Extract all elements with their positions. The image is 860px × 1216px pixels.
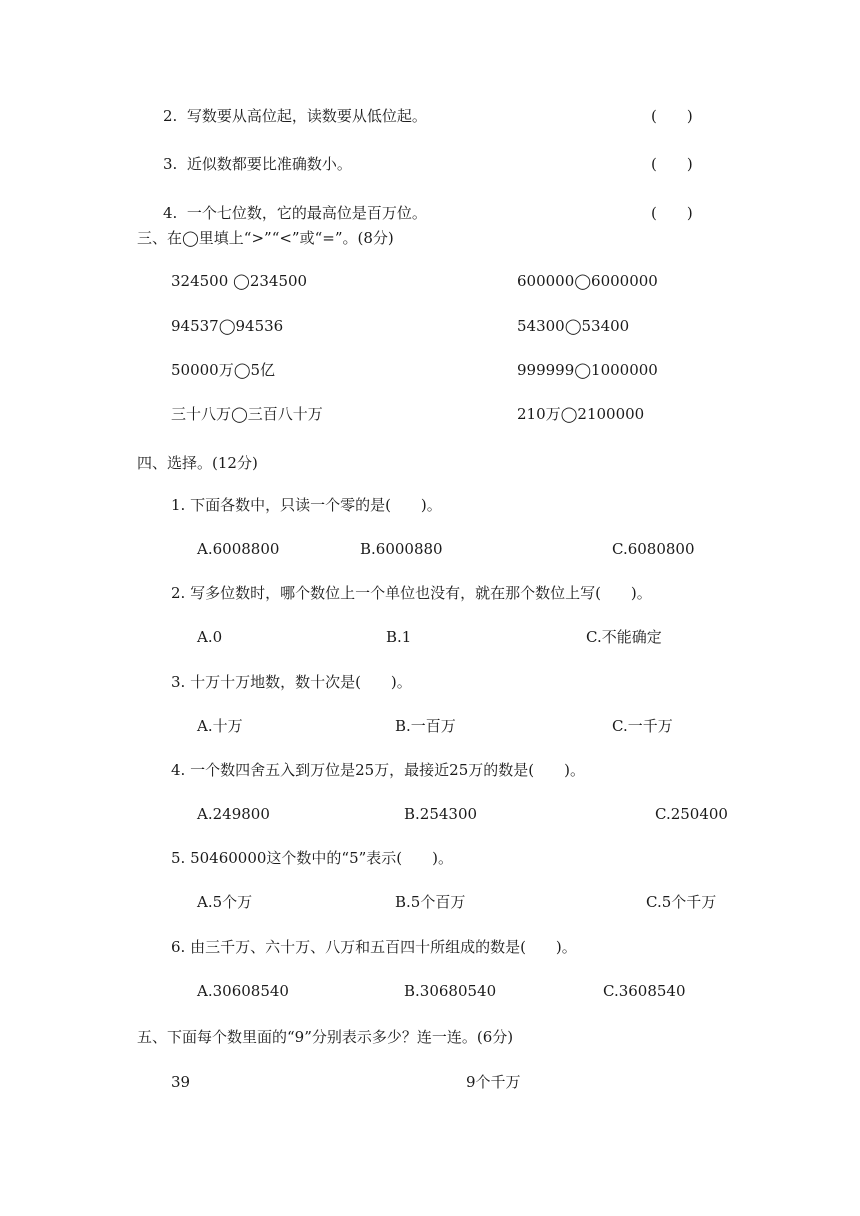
- choice-option-b[interactable]: B.30680540: [404, 982, 497, 1000]
- judge-answer-box[interactable]: ( ): [651, 204, 693, 222]
- choice-option-c[interactable]: C.不能确定: [586, 628, 662, 646]
- judge-answer-box[interactable]: ( ): [651, 155, 693, 173]
- choice-question-5: 5. 50460000这个数中的“5”表示( )。: [171, 849, 454, 867]
- match-left-item[interactable]: 39: [171, 1073, 191, 1091]
- section-four-heading: 四、选择。(12分): [137, 454, 258, 472]
- judge-item-text: 近似数都要比准确数小。: [186, 155, 352, 173]
- choice-option-b[interactable]: B.一百万: [395, 717, 456, 735]
- choice-option-b[interactable]: B.6000880: [360, 540, 443, 558]
- judge-item-text: 写数要从高位起，读数要从低位起。: [186, 107, 427, 125]
- compare-right-2: 54300◯53400: [517, 317, 630, 335]
- choice-question-6: 6. 由三千万、六十万、八万和五百四十所组成的数是( )。: [171, 938, 577, 956]
- section-five-heading: 五、下面每个数里面的“9”分别表示多少？连一连。(6分): [137, 1028, 514, 1046]
- choice-option-a[interactable]: A.249800: [197, 805, 270, 823]
- section-three-heading: 三、在◯里填上“>”“<”或“=”。(8分): [137, 229, 394, 247]
- judge-item-2: [163, 106, 427, 126]
- compare-left-4: 三十八万◯三百八十万: [171, 405, 323, 423]
- compare-left-3: 50000万◯5亿: [171, 361, 276, 379]
- judge-item-number: 2.: [163, 107, 178, 125]
- compare-right-3: 999999◯1000000: [517, 361, 658, 379]
- choice-option-c[interactable]: C.一千万: [612, 717, 673, 735]
- judge-item-text: 一个七位数，它的最高位是百万位。: [186, 204, 427, 222]
- judge-answer-box[interactable]: ( ): [651, 107, 693, 125]
- judge-item-3: [163, 154, 352, 174]
- judge-item-number: 3.: [163, 155, 178, 173]
- choice-option-c[interactable]: C.5个千万: [646, 893, 717, 911]
- compare-right-4: 210万◯2100000: [517, 405, 645, 423]
- choice-option-a[interactable]: A.十万: [197, 717, 243, 735]
- compare-right-1: 600000◯6000000: [517, 272, 658, 290]
- choice-question-2: 2. 写多位数时，哪个数位上一个单位也没有，就在那个数位上写( )。: [171, 584, 652, 602]
- choice-option-b[interactable]: B.5个百万: [395, 893, 466, 911]
- choice-option-c[interactable]: C.250400: [655, 805, 728, 823]
- compare-left-2: 94537◯94536: [171, 317, 284, 335]
- choice-option-c[interactable]: C.6080800: [612, 540, 695, 558]
- compare-left-1: 324500 ◯234500: [171, 272, 308, 290]
- choice-option-c[interactable]: C.3608540: [603, 982, 686, 1000]
- match-right-item[interactable]: 9个千万: [466, 1073, 521, 1091]
- choice-option-a[interactable]: A.30608540: [197, 982, 289, 1000]
- choice-question-3: 3. 十万十万地数，数十次是( )。: [171, 673, 412, 691]
- choice-question-4: 4. 一个数四舍五入到万位是25万，最接近25万的数是( )。: [171, 761, 585, 779]
- choice-option-b[interactable]: B.1: [386, 628, 412, 646]
- choice-option-a[interactable]: A.6008800: [197, 540, 280, 558]
- judge-item-4: [163, 203, 427, 223]
- choice-question-1: 1. 下面各数中，只读一个零的是( )。: [171, 496, 442, 514]
- choice-option-a[interactable]: A.5个万: [197, 893, 253, 911]
- choice-option-b[interactable]: B.254300: [404, 805, 478, 823]
- judge-item-number: 4.: [163, 204, 178, 222]
- choice-option-a[interactable]: A.0: [197, 628, 223, 646]
